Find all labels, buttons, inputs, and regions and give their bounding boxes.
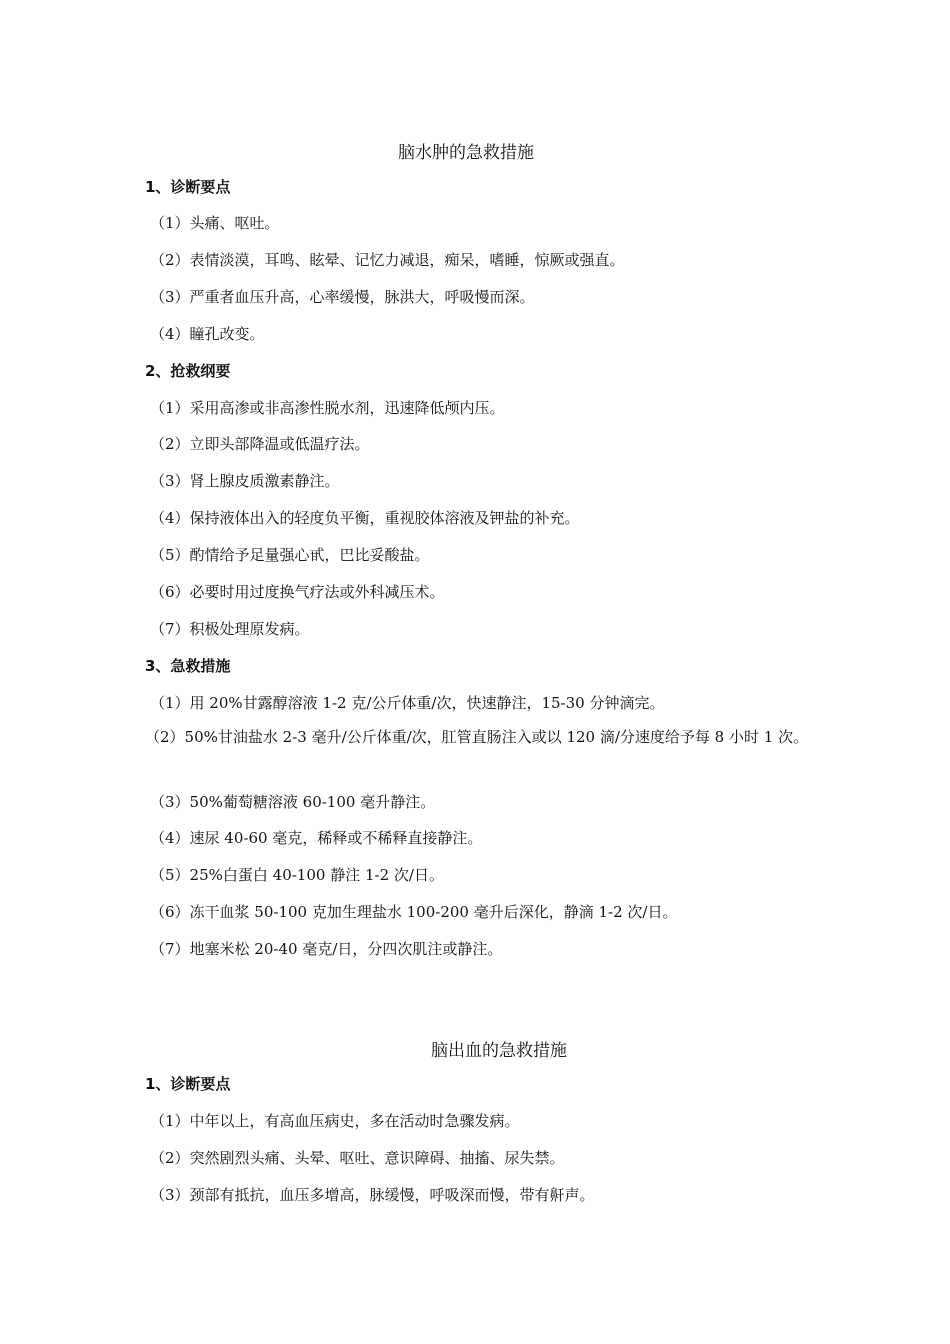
list-item: （7）地塞米松 20-40 毫克/日，分四次肌注或静注。 <box>150 940 503 958</box>
list-item: （3）肾上腺皮质激素静注。 <box>150 472 340 490</box>
section-title: 脑水肿的急救措施 <box>398 143 534 163</box>
list-item: （4）保持液体出入的轻度负平衡，重视胶体溶液及钾盐的补充。 <box>150 509 580 527</box>
list-item: （3）50%葡萄糖溶液 60-100 毫升静注。 <box>150 793 436 811</box>
list-item: （2）突然剧烈头痛、头晕、呕吐、意识障碍、抽搐、尿失禁。 <box>150 1149 565 1167</box>
list-item: （2）50%甘油盐水 2-3 毫升/公斤体重/次，肛管直肠注入或以 120 滴/分速度给予每 8 小时 1 次。 <box>145 728 809 746</box>
section-heading: 3、急救措施 <box>145 657 231 675</box>
list-item: （5）25%白蛋白 40-100 静注 1-2 次/日。 <box>150 866 444 884</box>
section-heading: 2、抢救纲要 <box>145 362 231 380</box>
list-item: （1）中年以上，有高血压病史，多在活动时急骤发病。 <box>150 1112 520 1130</box>
section-heading: 1、诊断要点 <box>145 178 231 196</box>
list-item: （7）积极处理原发病。 <box>150 620 310 638</box>
list-item: （6）冻干血浆 50-100 克加生理盐水 100-200 毫升后深化，静滴 1-2 次/日。 <box>150 903 678 921</box>
list-item: （4）瞳孔改变。 <box>150 325 265 343</box>
list-item: （2）立即头部降温或低温疗法。 <box>150 435 370 453</box>
list-item: （3）严重者血压升高，心率缓慢，脉洪大，呼吸慢而深。 <box>150 288 535 306</box>
list-item: （6）必要时用过度换气疗法或外科减压术。 <box>150 583 445 601</box>
section-title: 脑出血的急救措施 <box>431 1041 567 1061</box>
list-item: （4）速尿 40-60 毫克，稀释或不稀释直接静注。 <box>150 829 483 847</box>
list-item: （1）用 20%甘露醇溶液 1-2 克/公斤体重/次，快速静注，15-30 分钟滴完。 <box>150 694 665 712</box>
list-item: （5）酌情给予足量强心甙，巴比妥酸盐。 <box>150 546 430 564</box>
list-item: （1）采用高渗或非高渗性脱水剂，迅速降低颅内压。 <box>150 399 505 417</box>
list-item: （2）表情淡漠，耳鸣、眩晕、记忆力减退，痴呆，嗜睡，惊厥或强直。 <box>150 251 625 269</box>
list-item: （3）颈部有抵抗，血压多增高，脉缓慢，呼吸深而慢，带有鼾声。 <box>150 1186 595 1204</box>
list-item: （1）头痛、呕吐。 <box>150 214 280 232</box>
section-heading: 1、诊断要点 <box>145 1075 231 1093</box>
